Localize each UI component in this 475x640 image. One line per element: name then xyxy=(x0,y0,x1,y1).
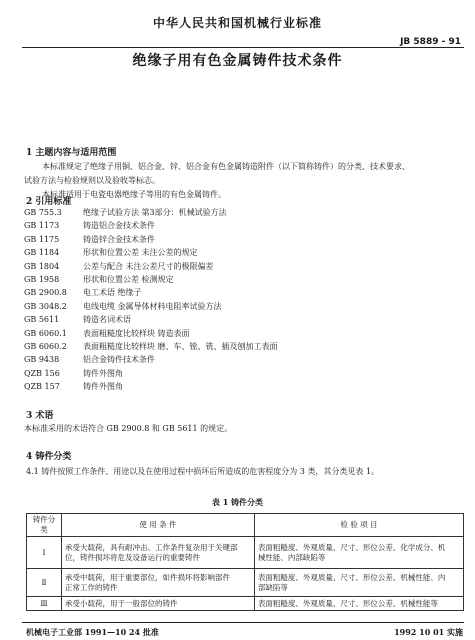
standard-code: GB 755.3 xyxy=(24,208,62,217)
standard-code: GB 1958 xyxy=(24,274,60,284)
inspection-line: 表面粗糙度、外观质量、尺寸、形位公差、化学成分、机 xyxy=(257,542,446,552)
footer-rule xyxy=(22,622,464,623)
standard-name: 形状和位置公差 未注公差的规定 xyxy=(83,248,198,258)
header-category: 铸件分类 xyxy=(27,514,62,537)
category-cell: Ⅲ xyxy=(27,597,62,611)
header-conditions: 使 用 条 件 xyxy=(62,514,255,537)
section3-text: 本标准采用的术语符合 GB 2900.8 和 GB 5611 的规定。 xyxy=(24,424,233,433)
referenced-standards-list xyxy=(24,206,464,393)
standard-name: 铸件外图角 xyxy=(83,382,123,392)
standard-code: QZB 156 xyxy=(24,368,60,378)
inspection-line: 表面粗糙度、外观质量、尺寸、形位公差、机械性能等 xyxy=(257,598,438,608)
standard-code: GB 1804 xyxy=(24,261,60,271)
standard-name: 绝缘子试验方法 第3部分：机械试验方法 xyxy=(83,208,227,217)
section4-heading: 4 铸件分类 xyxy=(26,452,72,462)
standard-name: 表面粗糙度比较样块 磨、车、镗、铣、插及刨加工表面 xyxy=(83,341,278,351)
table-row xyxy=(27,537,464,569)
standard-code: GB 1175 xyxy=(24,234,60,244)
standard-number: JB 5889 - 91 xyxy=(400,37,461,47)
standard-code: GB 2900.8 xyxy=(24,288,67,298)
conditions-cell xyxy=(62,597,255,611)
section4-text: 4.1 铸件按照工作条件、用途以及在使用过程中损坏后所造成的危害程度分为 3 类，其分类见表 1。 xyxy=(26,467,380,476)
standard-name: 铸造名词术语 xyxy=(83,315,131,325)
section1-para1-line2: 试验方法与检验规则以及验收等标志。 xyxy=(24,176,160,185)
standard-name: 电线电缆 金属导体材料电阻率试验方法 xyxy=(83,301,222,311)
standard-code: QZB 157 xyxy=(24,382,60,392)
inspection-line: 部缺陷等 xyxy=(257,582,288,592)
standard-item xyxy=(24,260,464,273)
standard-code: GB 3048.2 xyxy=(24,301,67,311)
conditions-line: 位，铸件损坏将危及设备运行的重要铸件 xyxy=(65,552,200,562)
section3-heading: 3 术语 xyxy=(26,411,54,421)
category-cell: Ⅱ xyxy=(27,569,62,597)
section1-para2: 本标准适用于电瓷电器绝缘子等用的有色金属铸件。 xyxy=(42,190,226,199)
standard-item xyxy=(24,219,464,232)
table-caption: 表 1 铸件分类 xyxy=(211,497,264,507)
inspection-line: 表面粗糙度、外观质量、尺寸、形位公差、机械性能、内 xyxy=(257,572,446,582)
conditions-line: 承受中载荷，用于重要部位，如件损坏将影响部件 xyxy=(65,572,230,582)
standard-item xyxy=(24,313,464,326)
standard-item xyxy=(24,327,464,340)
standard-name: 铸造铝合金技术条件 xyxy=(83,221,155,231)
standard-name: 公差与配合 未注公差尺寸的极限偏差 xyxy=(83,261,214,271)
inspection-cell xyxy=(254,597,463,611)
standard-code: GB 5611 xyxy=(24,315,60,325)
standard-code: GB 9438 xyxy=(24,355,60,365)
standard-name: 铸造锌合金技术条件 xyxy=(83,234,155,244)
standard-name: 铸件外图角 xyxy=(83,368,123,378)
conditions-cell xyxy=(62,537,255,569)
implementation-date: 1992 10 01 实施 xyxy=(394,627,463,637)
standard-item xyxy=(24,286,464,299)
standard-item xyxy=(24,353,464,366)
standard-item xyxy=(24,246,464,259)
standard-code: GB 6060.2 xyxy=(24,341,67,351)
inspection-cell xyxy=(254,537,463,569)
header-rule xyxy=(22,47,464,48)
standard-name: 形状和位置公差 检测规定 xyxy=(83,274,174,284)
conditions-line: 正常工作的铸件 xyxy=(65,582,118,592)
section1-heading: 1 主题内容与适用范围 xyxy=(26,148,117,158)
standard-title: 中华人民共和国机械行业标准 xyxy=(152,16,322,30)
section1-para1-line1: 本标准规定了绝缘子用铜、铝合金、锌、铝合金有色金属铸造附件（以下简称铸件）的分类、技术要求、 xyxy=(42,162,410,171)
table-header-row xyxy=(27,514,464,537)
standard-item xyxy=(24,233,464,246)
table-row xyxy=(27,569,464,597)
standard-code: GB 6060.1 xyxy=(24,328,67,338)
casting-classification-table xyxy=(26,513,464,611)
standard-item xyxy=(24,273,464,286)
section2-heading: 2 引用标准 xyxy=(26,197,72,207)
standard-name: 表面粗糙度比较样块 铸造表面 xyxy=(83,328,190,338)
category-cell: Ⅰ xyxy=(27,537,62,569)
conditions-line: 承受大载荷，具有耐冲击、工作条件复杂用于关键部 xyxy=(65,542,238,552)
standard-name: 铝合金铸件技术条件 xyxy=(83,355,155,365)
standard-item xyxy=(24,300,464,313)
inspection-cell xyxy=(254,569,463,597)
standard-item xyxy=(24,380,464,393)
conditions-line: 承受小载荷，用于一般部位的铸件 xyxy=(65,598,178,608)
header-inspection: 检 验 项 目 xyxy=(254,514,463,537)
table-row xyxy=(27,597,464,611)
approval-date: 机械电子工业部 1991—10 24 批准 xyxy=(26,627,159,637)
document-title: 绝缘子用有色金属铸件技术条件 xyxy=(132,53,343,69)
standard-name: 电工术语 绝缘子 xyxy=(83,288,142,298)
standard-code: GB 1184 xyxy=(24,248,60,258)
standard-item xyxy=(24,340,464,353)
inspection-line: 械性能、内部缺陷等 xyxy=(257,552,326,562)
standard-item xyxy=(24,206,464,219)
standard-item xyxy=(24,367,464,380)
standard-code: GB 1173 xyxy=(24,221,60,231)
conditions-cell xyxy=(62,569,255,597)
